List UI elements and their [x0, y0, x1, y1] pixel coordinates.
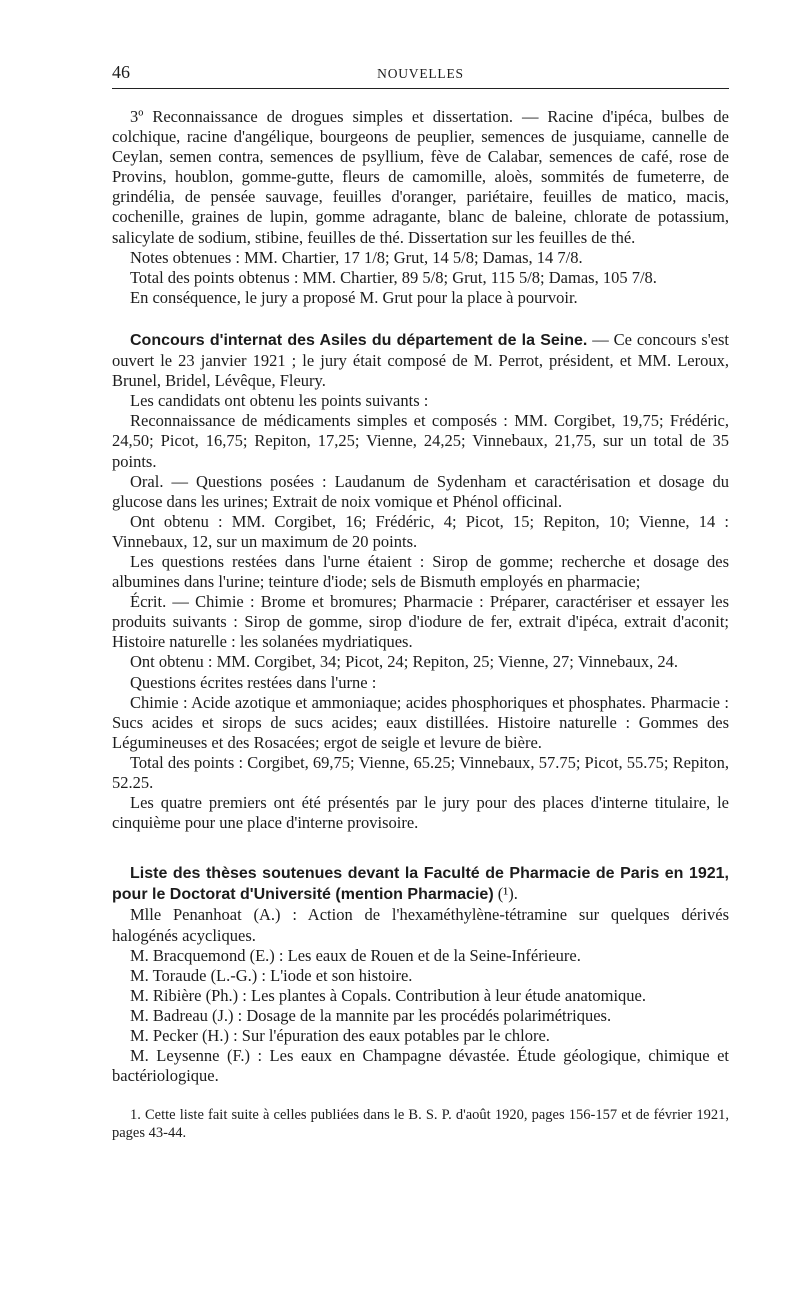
page-number: 46	[112, 62, 130, 82]
page	[112, 58, 729, 1142]
paragraph-written: Écrit. — Chimie : Brome et bromures; Pharmacie : Préparer, caractériser et essayer les produits suivants : Sirop de gomme, sirop d'iodure de fer, extrait d'ipéca, extrait d'aconit; Histoire naturelle : les solanées mydriatiques.	[112, 592, 729, 652]
section-intro-asiles: — Ce concours s'est ouvert le 23 janvier 1921 ; le jury était composé de M. Perrot, président, et MM. Leroux, Brunel, Bridel, Lévêque, Fleury.	[112, 329, 729, 391]
section-asiles	[112, 330, 729, 391]
paragraph-oral-scores: Ont obtenu : MM. Corgibet, 16; Frédéric, 4; Picot, 15; Repiton, 10; Vienne, 14 : Vinnebaux, 12, sur un maximum de 20 points.	[112, 511, 729, 551]
paragraph-recognition-scores: Reconnaissance de médicaments simples et composés : MM. Corgibet, 19,75; Frédéric, 24,50; Picot, 16,75; Repiton, 17,25; Vienne, 24,25; Vinnebaux, 21,75, sur un total de 35 points.	[112, 411, 729, 471]
paragraph-written-remaining: Questions écrites restées dans l'urne :	[130, 672, 377, 692]
thesis-item: M. Toraude (L.-G.) : L'iode et son histoire.	[130, 965, 413, 985]
paragraph-conclusion: En conséquence, le jury a proposé M. Grut pour la place à pourvoir.	[130, 287, 578, 307]
section-title-asiles: Concours d'internat des Asiles du département de la Seine.	[130, 331, 588, 349]
paragraph-remaining-questions: Les questions restées dans l'urne étaient : Sirop de gomme; recherche et dosage des albumines dans l'urine; teinture d'iode; sels de Bismuth employés en pharmacie;	[112, 551, 729, 592]
section-theses	[112, 863, 729, 905]
paragraph-notes: Notes obtenues : MM. Chartier, 17 1/8; Grut, 14 5/8; Damas, 14 7/8.	[130, 247, 583, 267]
thesis-item: M. Leysenne (F.) : Les eaux en Champagne dévastée. Étude géologique, chimique et bactériologique.	[112, 1046, 729, 1086]
paragraph-written-topics: Chimie : Acide azotique et ammoniaque; acides phosphoriques et phosphates. Pharmacie : Sucs acides et sirops de sucs acides; eaux distillées. Histoire naturelle : Gommes des Légumineuses et des Rosacées; ergot de seigle et levure de bière.	[112, 692, 729, 752]
paragraph-oral: Oral. — Questions posées : Laudanum de Sydenham et caractérisation et dosage du glucose dans les urines; Extrait de noix vomique et Phénol officinal.	[112, 471, 729, 511]
thesis-item: M. Bracquemond (E.) : Les eaux de Rouen et de la Seine-Inférieure.	[130, 945, 581, 965]
paragraph-drug-recognition: 3º Reconnaissance de drogues simples et dissertation. — Racine d'ipéca, bulbes de colchique, racine d'angélique, bourgeons de peuplier, semences de jusquiame, cannelle de Ceylan, semen contra, semences de psyllium, fève de Calabar, semences de café, rose de Provins, houblon, gomme-gutte, fleurs de camomille, aloès, sommités de fumeterre, de grindélia, de pensée sauvage, feuilles d'oranger, pariétaire, feuilles de matico, macis, cochenille, graines de lupin, gomme adragante, blanc de baleine, chlorate de potassium, salicylate de sodium, stibine, feuilles de thé. Dissertation sur les feuilles de thé.	[112, 107, 729, 247]
footnote: 1. Cette liste fait suite à celles publiées dans le B. S. P. d'août 1920, pages 156-157 et de février 1921, pages 43-44.	[112, 1107, 729, 1142]
thesis-item: M. Pecker (H.) : Sur l'épuration des eaux potables par le chlore.	[130, 1026, 550, 1046]
thesis-item: Mlle Penanhoat (A.) : Action de l'hexaméthylène-tétramine sur quelques dérivés halogénés acycliques.	[112, 905, 729, 945]
paragraph-total: Total des points : Corgibet, 69,75; Vienne, 65.25; Vinnebaux, 57.75; Picot, 55.75; Repiton, 52.25.	[112, 752, 729, 792]
paragraph-candidates: Les candidats ont obtenu les points suivants :	[130, 391, 429, 411]
footnote-ref: (¹).	[493, 884, 518, 904]
thesis-item: M. Ribière (Ph.) : Les plantes à Copals. Contribution à leur étude anatomique.	[130, 985, 646, 1005]
paragraph-total-points: Total des points obtenus : MM. Chartier, 89 5/8; Grut, 115 5/8; Damas, 105 7/8.	[130, 267, 657, 287]
paragraph-written-scores: Ont obtenu : MM. Corgibet, 34; Picot, 24; Repiton, 25; Vienne, 27; Vinnebaux, 24.	[130, 652, 678, 672]
thesis-item: M. Badreau (J.) : Dosage de la mannite par les procédés polarimétriques.	[130, 1005, 612, 1025]
section-title-theses: Liste des thèses soutenues devant la Faculté de Pharmacie de Paris en 1921, pour le Doctorat d'Université (mention Pharmacie)	[112, 865, 729, 904]
running-header	[112, 58, 729, 89]
paragraph-results: Les quatre premiers ont été présentés par le jury pour des places d'interne titulaire, le cinquième pour une place d'interne provisoire.	[112, 793, 729, 833]
running-title: NOUVELLES	[377, 66, 464, 81]
